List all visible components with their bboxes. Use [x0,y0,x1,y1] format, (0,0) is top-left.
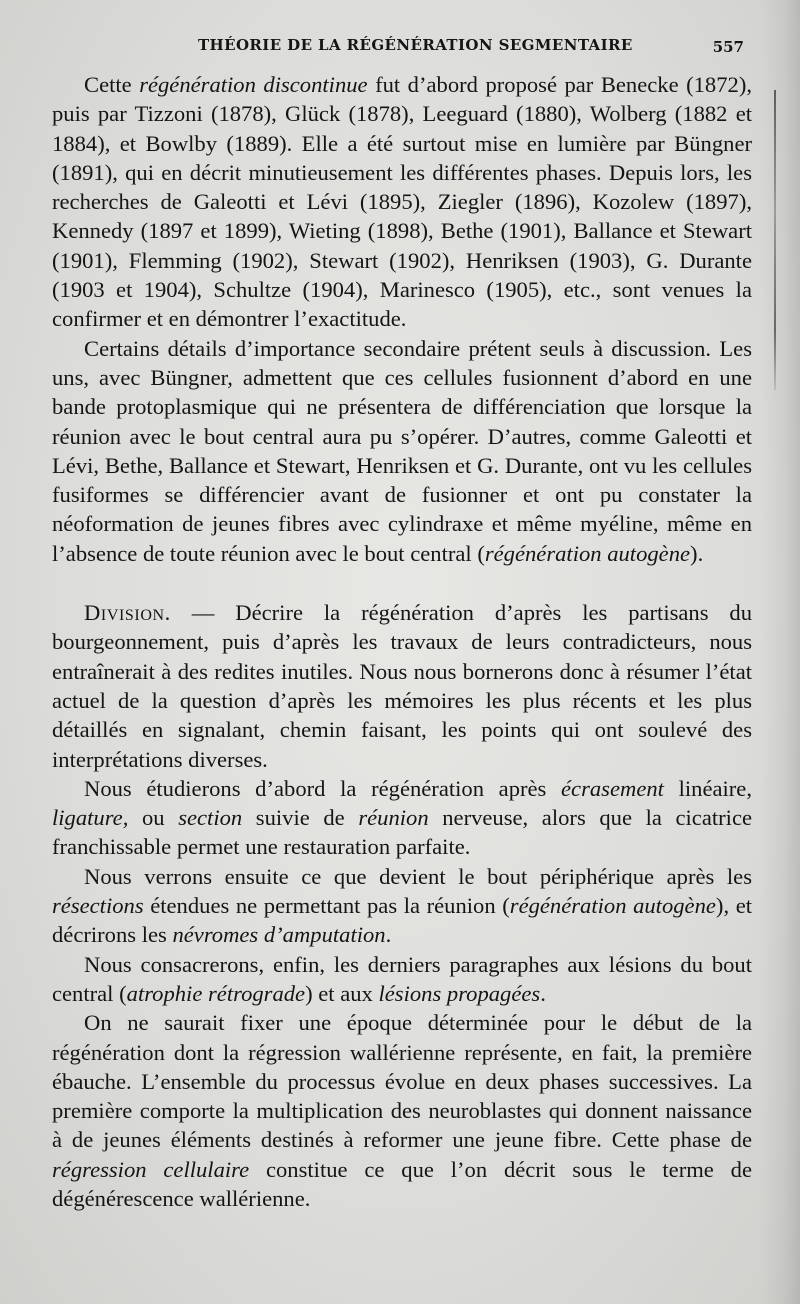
paragraph [52,774,752,862]
italic-text: ligature, [52,805,129,831]
text-run: ), et décrirons les [52,893,752,948]
paragraph [52,598,752,774]
text-run: Nous consacrerons, enfin, les derniers paragraphes aux lésions du bout central ( [52,951,752,1006]
running-head: THÉORIE DE LA RÉGÉNÉRATION SEGMENTAIRE [198,36,633,54]
text-run: Nous étudierons d’abord la régénération après [84,775,562,801]
text-run: suivie de [242,805,359,831]
text-run: ). [690,540,704,566]
page-header [52,32,752,62]
text-run: Nous verrons ensuite ce que devient le bout périphérique après les [84,863,752,889]
text-run: fut d’abord proposé par Benecke (1872), puis par Tizzoni (1878), Glück (1878), Leeguard (1880), Wolberg (1882 et 1884), et Bowlby (1889). Elle a été surtout mise en lumière par Büngner (1891), qui en décrit minutieusement les différentes phases. Depuis lors, les recherches de Galeotti et Lévi (1895), Ziegler (1896), Kozolew (1897), Kennedy (1897 et 1899), Wieting (1898), Bethe (1901), Ballance et Stewart (1901), Flemming (1902), Stewart (1902), Henriksen (1903), G. Durante (1903 et 1904), Schultze (1904), Marinesco (1905), etc., sont venues la confirmer et en démontrer l’exactitude. [52,72,752,332]
text-run: nerveuse, alors que la cicatrice franchissable permet une restauration parfaite. [52,805,753,860]
paragraph [52,950,752,1009]
italic-text: régénération discontinue [139,72,368,97]
text-run: . [385,922,392,948]
text-run: — Décrire la régénération d’après les partisans du bourgeonnement, puis d’après les travaux de leurs contradicteurs, nous entraînerait à des redites inutiles. Nous nous bornerons donc à résumer l’état actuel de la question d’après les mémoires les plus récents et les plus détaillés en signalant, chemin faisant, les points qui ont soulevé des interprétations diverses. [52,600,752,772]
italic-text: section [178,805,243,831]
text-run: On ne saurait fixer une époque déterminée pour le début de la régénération dont la régression wallérienne représente, en fait, la première ébauche. L’ensemble du processus évolue en deux phases successives. La première comporte la multiplication des neuroblastes qui donnent naissance à de jeunes éléments destinés à reformer une jeune fibre. Cette phase de [52,1010,752,1153]
italic-text: régénération autogène [484,540,691,566]
italic-text: régression cellulaire [52,1156,250,1182]
text-run: étendues ne permettant pas la réunion ( [143,893,510,919]
text-run: constitue ce que l’on décrit sous le terme de dégénérescence wallérienne. [52,1156,752,1211]
page-gutter-shadow [760,0,800,1304]
text-run: . [540,980,546,1006]
italic-text: résections [52,893,144,919]
italic-text: névromes d’amputation [172,922,386,948]
text-run: linéaire, [663,775,752,801]
paragraph [52,862,752,950]
text-run: ou [128,805,179,831]
italic-text: réunion [358,805,429,831]
margin-rule [774,90,776,390]
italic-text: écrasement [561,775,664,801]
paragraph [52,334,752,568]
paragraph [52,70,752,334]
body-text [52,70,752,1213]
italic-text: atrophie rétrograde [126,980,306,1006]
text-run: ) et aux [305,980,379,1006]
text-run: Cette [84,72,140,97]
italic-text: régénération autogène [509,893,716,919]
paragraph [52,1008,752,1213]
text-run: Certains détails d’importance secondaire prétent seuls à discussion. Les uns, avec Büngner, admettent que ces cellules fusionnent d’abord en une bande protoplasmique qui ne présentera de différenciation que lorsque la réunion avec le bout central aura pu s’opérer. D’autres, comme Galeotti et Lévi, Bethe, Ballance et Stewart, Henriksen et G. Durante, ont vu les cellules fusiformes se différencier avant de fusionner et ont pu constater la néoformation de jeunes fibres avec cylindraxe et même myéline, même en l’absence de toute réunion avec le bout central ( [52,335,752,566]
section-heading: Division. [84,600,171,626]
page-number: 557 [712,38,744,56]
italic-text: lésions propagées [378,980,541,1006]
